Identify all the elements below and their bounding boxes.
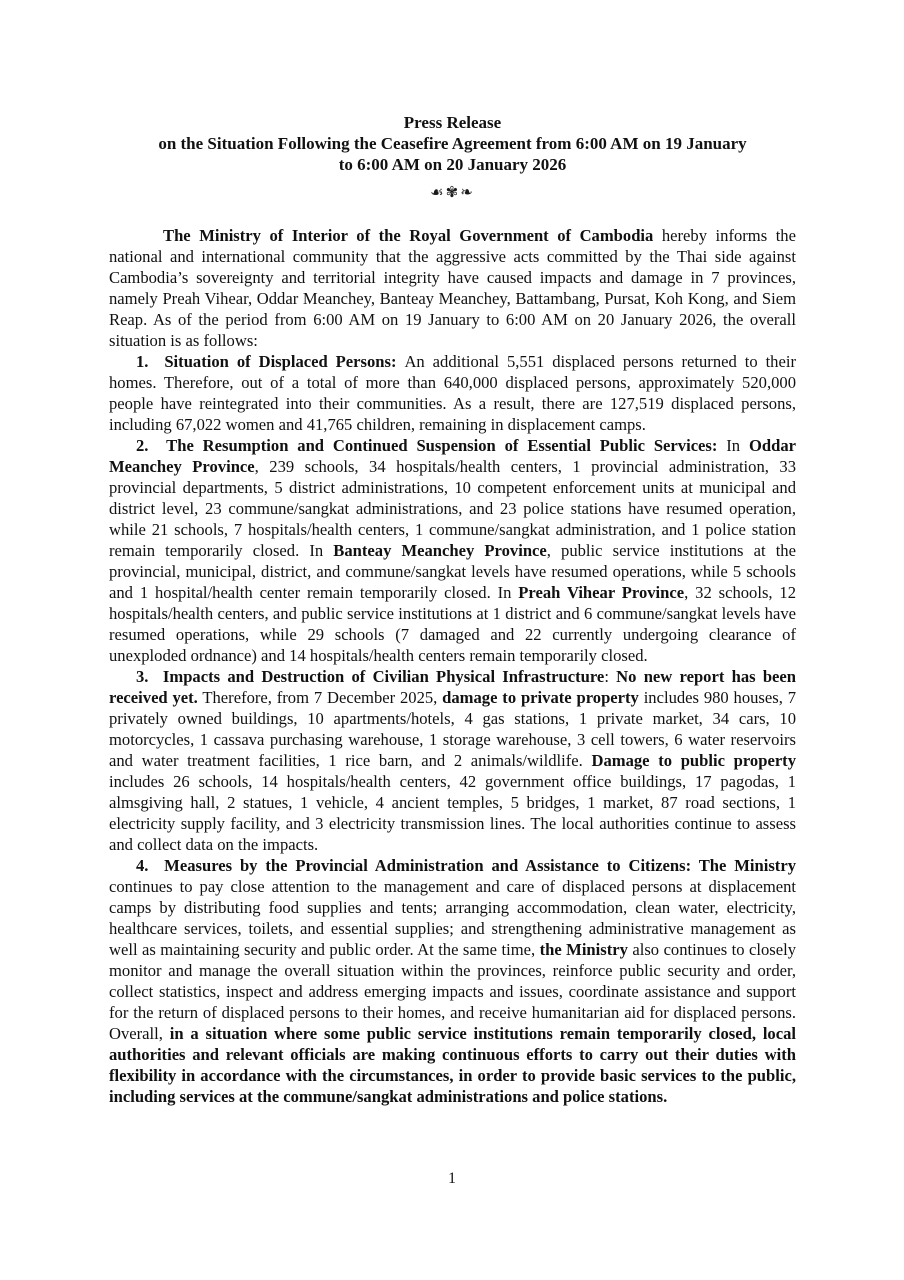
title-line-3: to 6:00 AM on 20 January 2026 bbox=[338, 155, 567, 174]
bold-text-run: 4. Measures by the Provincial Administration and Assistance to Citizens: The Ministry bbox=[136, 856, 796, 875]
bold-text-run: Preah Vihear Province bbox=[518, 583, 685, 602]
title-line-2: on the Situation Following the Ceasefire Agreement from 6:00 AM on 19 January bbox=[158, 134, 747, 153]
text-run: , 32 schools, 12 hospitals/health centers, and public service institutions at 1 district and 6 commune/sangkat levels have resumed operations, while 29 schools (7 damaged and 22 currently undergoing clearance of unexploded ordnance) and 14 hospitals/health centers remain temporarily closed. bbox=[109, 583, 797, 665]
text-run: : bbox=[604, 667, 617, 686]
press-release-title bbox=[109, 112, 796, 175]
paragraph-intro bbox=[109, 225, 796, 351]
text-run: In bbox=[726, 436, 749, 455]
page-number: 1 bbox=[448, 1170, 456, 1187]
bold-text-run: Banteay Meanchey Province bbox=[333, 541, 547, 560]
text-run: Therefore, from 7 December 2025, bbox=[197, 688, 443, 707]
bold-text-run: Oddar Meanchey Province bbox=[109, 436, 796, 476]
paragraph-item-2 bbox=[109, 435, 796, 666]
text-run: An additional 5,551 displaced persons returned to their homes. Therefore, out of a total of more than 640,000 displaced persons, approximately 520,000 people have reintegrated into their communities. As a result, there are 127,519 displaced persons, including 67,022 women and 41,765 children, remaining in displacement camps. bbox=[109, 352, 796, 434]
bold-text-run: Damage to public property bbox=[591, 751, 797, 770]
title-line-1: Press Release bbox=[403, 113, 502, 132]
ornament-flourish-icon: ☙✾❧ bbox=[430, 183, 475, 201]
text-run: , 239 schools, 34 hospitals/health centers, 1 provincial administration, 33 provincial departments, 5 district administrations, 10 competent enforcement units at municipal and district level, 23 commune/sangkat administrations, and 23 police stations have resumed operation, while 21 schools, 7 hospitals/health centers, 1 commune/sangkat administration, and 1 police station remain temporarily closed. In bbox=[109, 457, 796, 560]
bold-text-run: in a situation where some public service institutions remain temporarily closed, local authorities and relevant officials are making continuous efforts to carry out their duties with flexibility in accordance with the circumstances, in order to provide basic services to the public, including services at the commune/sangkat administrations and police stations. bbox=[109, 1024, 796, 1106]
bold-text-run: the Ministry bbox=[539, 940, 628, 959]
paragraph-item-4 bbox=[109, 855, 796, 1107]
bold-text-run: 2. The Resumption and Continued Suspension of Essential Public Services: bbox=[136, 436, 727, 455]
document-content bbox=[109, 112, 796, 1107]
text-run: includes 980 houses, 7 privately owned buildings, 10 apartments/hotels, 4 gas stations, 1 private market, 34 cars, 10 motorcycles, 1 cassava purchasing warehouse, 1 storage warehouse, 3 cell towers, 6 water reservoirs and water treatment facilities, 1 rice barn, and 2 animals/wildlife. bbox=[109, 688, 796, 770]
text-run: continues to pay close attention to the management and care of displaced persons at displacement camps by distributing food supplies and tents; arranging accommodation, clean water, electricity, healthcare services, toilets, and essential supplies; and strengthening administrative management as well as maintaining security and public order. At the same time, bbox=[109, 877, 796, 959]
paragraph-item-1 bbox=[109, 351, 796, 435]
text-run: hereby informs the national and international community that the aggressive acts committed by the Thai side against Cambodia’s sovereignty and territorial integrity have caused impacts and damage in 7 provinces, namely Preah Vihear, Oddar Meanchey, Banteay Meanchey, Battambang, Pursat, Koh Kong, and Siem Reap. As of the period from 6:00 AM on 19 January to 6:00 AM on 20 January 2026, the overall situation is as follows: bbox=[109, 226, 796, 350]
bold-text-run: The Ministry of Interior of the Royal Government of Cambodia bbox=[163, 226, 654, 245]
bold-text-run: 3. Impacts and Destruction of Civilian Physical Infrastructure bbox=[136, 667, 605, 686]
paragraph-item-3 bbox=[109, 666, 796, 855]
text-run: , public service institutions at the provincial, municipal, district, and commune/sangkat levels have resumed operations, while 5 schools and 1 hospital/health center remain temporarily closed. In bbox=[109, 541, 796, 602]
bold-text-run: damage to private property bbox=[442, 688, 639, 707]
bold-text-run: No new report has been received yet. bbox=[109, 667, 797, 707]
text-run: includes 26 schools, 14 hospitals/health centers, 42 government office buildings, 17 pagodas, 1 almsgiving hall, 2 statues, 1 vehicle, 4 ancient temples, 5 bridges, 1 market, 87 road sections, 1 electricity supply facility, and 3 electricity transmission lines. The local authorities continue to assess and collect data on the impacts. bbox=[109, 772, 796, 854]
document-body bbox=[109, 225, 796, 1107]
bold-text-run: 1. Situation of Displaced Persons: bbox=[136, 352, 405, 371]
text-run: also continues to closely monitor and manage the overall situation within the provinces, reinforce public security and order, collect statistics, inspect and address emerging impacts and issues, coordinate assistance and support for the return of displaced persons to their homes, and receive humanitarian aid for displaced persons. Overall, bbox=[109, 940, 796, 1043]
